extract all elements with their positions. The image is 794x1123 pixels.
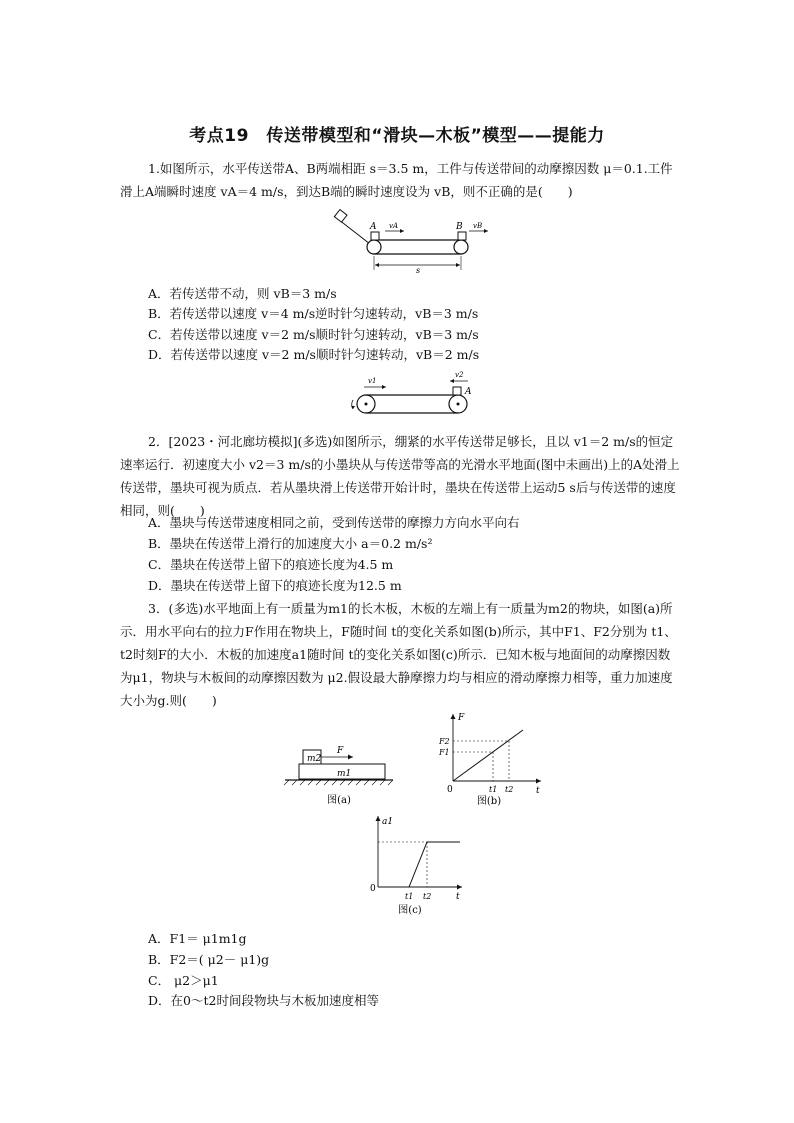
axis-a1-label: a1 [382, 817, 394, 827]
question-1-option-a: A．若传送带不动，则 vB＝3 m/s [148, 286, 337, 301]
distance-s-label: s [415, 266, 421, 275]
figure-a-caption: 图(a) [327, 795, 351, 806]
question-2-option-b: B．墨块在传送带上滑行的加速度大小 a＝0.2 m/s² [148, 536, 433, 551]
question-2-option-c: C．墨块在传送带上留下的痕迹长度为4.5 m [148, 557, 394, 572]
force-f-label: F [337, 746, 344, 756]
question-3-option-d: D．在0～t2时间段物块与木板加速度相等 [148, 993, 379, 1008]
question-2-option-a: A．墨块与传送带速度相同之前，受到传送带的摩擦力方向水平向右 [148, 515, 520, 530]
axis-t-label: t [536, 786, 540, 796]
conveyor-belt-figure-2 [344, 370, 484, 418]
block-board-figure-a [283, 742, 395, 808]
question-1-stem: 1.如图所示，水平传送带A、B两端相距 s＝3.5 m，工件与传送带间的动摩擦因数 μ＝0.1.工件滑上A端瞬时速度 vA＝4 m/s，到达B端的瞬时速度设为 vB，则不正确的是( ) [120, 161, 673, 199]
figure-b-caption: 图(b) [476, 796, 502, 807]
t1-tick-label: t1 [405, 892, 414, 901]
m1-label: m1 [337, 769, 352, 779]
question-2-stem: 2．[2023・河北廊坊模拟](多选)如图所示，绷紧的水平传送带足够长，且以 v1＝2 m/s的恒定速率运行．初速度大小 v2＝3 m/s的小墨块从与传送带等高的光滑水平地面(图中未画出)上的A处滑上传送带，墨块可视为质点．若从墨块滑上传送带开始计时，墨块在传送带上运动5 s后与传送带的速度相同，则( ) [120, 434, 680, 518]
v1-label: v1 [368, 377, 377, 385]
axis-f-label: F [458, 713, 465, 723]
force-time-graph-b [438, 708, 548, 808]
t2-tick-label: t2 [423, 892, 432, 901]
question-3-option-c: C． μ2＞μ1 [148, 973, 219, 988]
question-3-option-b: B．F2＝( μ2－ μ1)g [148, 952, 270, 967]
origin-label: 0 [447, 785, 453, 795]
t2-tick-label: t2 [505, 785, 514, 794]
t1-tick-label: t1 [489, 785, 498, 794]
m2-label: m2 [307, 754, 322, 764]
question-2-option-d: D．墨块在传送带上留下的痕迹长度为12.5 m [148, 578, 402, 593]
question-1-option-b: B．若传送带以速度 v＝4 m/s逆时针匀速转动，vB＝3 m/s [148, 306, 479, 321]
conveyor-belt-figure-1 [330, 210, 500, 276]
point-a-label: A [465, 387, 472, 397]
question-3-stem: 3．(多选)水平地面上有一质量为m1的长木板，木板的左端上有一质量为m2的物块，如图(a)所示．用水平向右的拉力F作用在物块上，F随时间 t的变化关系如图(b)所示，其中F1、F2分别为 t1、t2时刻F的大小．木板的加速度a1随时间 t的变化关系如图(c)所示．已知木板与地面间的动摩擦因数为μ1，物块与木板间的动摩擦因数为 μ2.假设最大静摩擦力均与相应的滑动摩擦力相等，重力加速度大小为g.则( ) [120, 601, 677, 708]
question-1-option-c: C．若传送带以速度 v＝2 m/s顺时针匀速转动，vB＝3 m/s [148, 327, 479, 342]
f1-tick-label: F1 [439, 748, 450, 757]
point-b-label: B [456, 222, 463, 232]
acceleration-time-graph-c [364, 812, 474, 918]
question-1-option-d: D．若传送带以速度 v＝2 m/s顺时针匀速转动，vB＝2 m/s [148, 347, 480, 362]
question-3-option-a: A．F1＝ μ1m1g [148, 931, 247, 946]
va-label: vA [389, 222, 399, 230]
figure-c-caption: 图(c) [398, 905, 422, 916]
f2-tick-label: F2 [439, 737, 450, 746]
vb-label: vB [473, 222, 483, 230]
point-a-label: A [370, 222, 377, 232]
origin-label: 0 [370, 884, 376, 894]
v2-label: v2 [455, 371, 464, 379]
page-title: 考点19 传送带模型和“滑块—木板”模型——提能力 [189, 126, 605, 146]
axis-t-label: t [456, 892, 460, 902]
